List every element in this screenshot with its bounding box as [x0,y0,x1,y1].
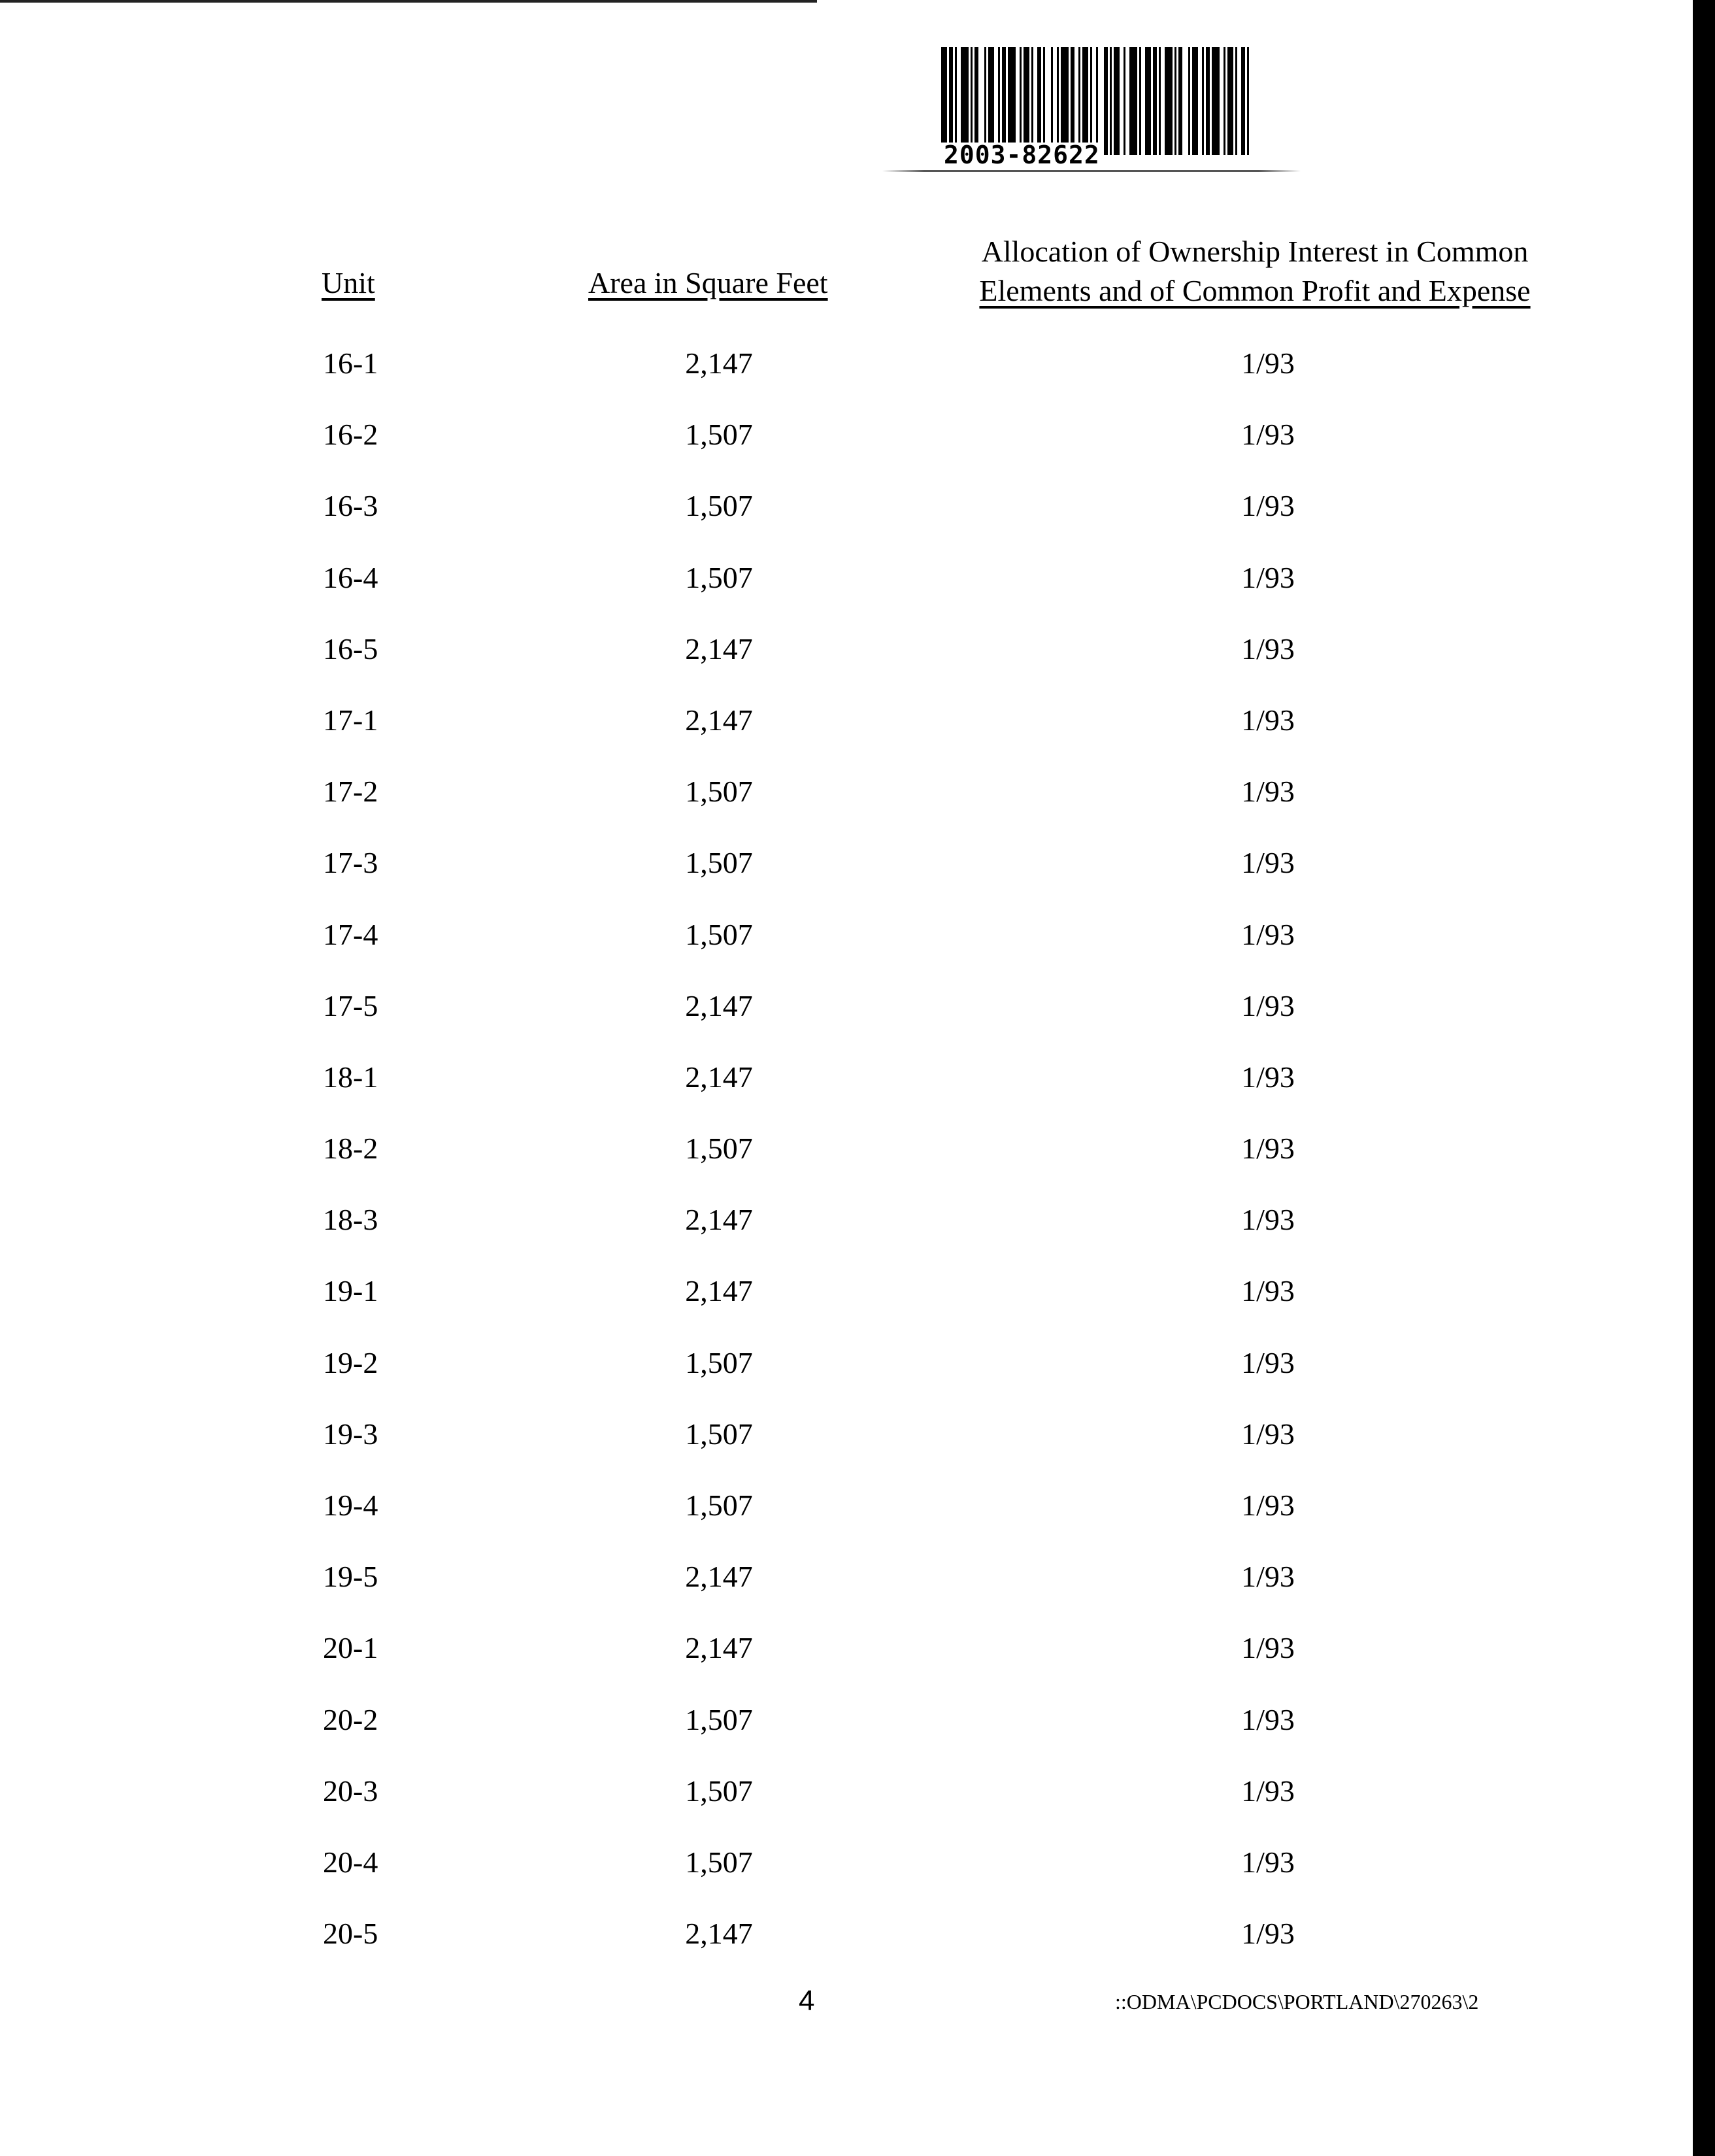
cell-area: 2,147 [685,1203,753,1237]
table-row [0,631,1634,702]
column-header-allocation-line1: Allocation of Ownership Interest in Common [981,235,1529,268]
cell-allocation: 1/93 [1241,1917,1295,1951]
table-row [0,345,1634,416]
table-row [0,702,1634,773]
cell-allocation: 1/93 [1241,988,1295,1022]
cell-allocation: 1/93 [1241,1489,1295,1522]
cell-unit: 17-1 [323,703,378,737]
barcode [869,39,1301,183]
table-row [0,1273,1634,1344]
cell-allocation: 1/93 [1241,1132,1295,1166]
cell-area: 1,507 [685,1702,753,1736]
cell-unit: 17-4 [323,917,378,951]
table-row [0,1630,1634,1701]
table-row [0,1915,1634,1987]
table-row [0,1416,1634,1487]
cell-area: 2,147 [685,346,753,380]
cell-allocation: 1/93 [1241,1845,1295,1879]
table-row [0,560,1634,631]
table-row [0,1059,1634,1130]
cell-area: 2,147 [685,1560,753,1594]
cell-unit: 20-5 [323,1917,378,1951]
cell-allocation: 1/93 [1241,917,1295,951]
cell-allocation: 1/93 [1241,489,1295,523]
cell-unit: 20-2 [323,1702,378,1736]
cell-area: 1,507 [685,775,753,809]
cell-unit: 18-1 [323,1060,378,1094]
barcode-number: 2003-82622 [941,143,1103,167]
cell-area: 2,147 [685,632,753,665]
table-row [0,488,1634,559]
column-header-allocation-line2: Elements and of Common Profit and Expense [979,273,1531,307]
cell-area: 2,147 [685,1917,753,1951]
cell-allocation: 1/93 [1241,1274,1295,1308]
cell-area: 1,507 [685,917,753,951]
cell-unit: 17-5 [323,988,378,1022]
cell-allocation: 1/93 [1241,1774,1295,1808]
cell-area: 1,507 [685,489,753,523]
cell-area: 2,147 [685,988,753,1022]
cell-area: 1,507 [685,560,753,594]
cell-area: 1,507 [685,418,753,452]
cell-unit: 19-3 [323,1417,378,1451]
cell-unit: 18-3 [323,1203,378,1237]
cell-unit: 17-2 [323,775,378,809]
cell-allocation: 1/93 [1241,560,1295,594]
cell-unit: 20-3 [323,1774,378,1808]
cell-area: 1,507 [685,846,753,880]
barcode-bars-graphic [941,47,1255,155]
table-row [0,1844,1634,1915]
cell-unit: 16-5 [323,632,378,665]
cell-area: 2,147 [685,703,753,737]
cell-allocation: 1/93 [1241,1203,1295,1237]
cell-unit: 16-1 [323,346,378,380]
table-row [0,1345,1634,1416]
table-row [0,773,1634,845]
column-header-area: Area in Square Feet [588,266,828,299]
cell-unit: 17-3 [323,846,378,880]
cell-unit: 20-1 [323,1631,378,1665]
cell-unit: 19-1 [323,1274,378,1308]
cell-area: 2,147 [685,1060,753,1094]
barcode-underline [882,170,1301,172]
cell-allocation: 1/93 [1241,1560,1295,1594]
table-row [0,416,1634,488]
table-row [0,1130,1634,1202]
cell-unit: 20-4 [323,1845,378,1879]
table-row [0,1702,1634,1773]
cell-allocation: 1/93 [1241,1631,1295,1665]
cell-allocation: 1/93 [1241,775,1295,809]
table-row [0,917,1634,988]
cell-allocation: 1/93 [1241,1060,1295,1094]
cell-area: 1,507 [685,1132,753,1166]
allocation-table-body [0,345,1634,1987]
cell-area: 2,147 [685,1631,753,1665]
cell-allocation: 1/93 [1241,1345,1295,1379]
cell-allocation: 1/93 [1241,632,1295,665]
cell-unit: 16-2 [323,418,378,452]
cell-allocation: 1/93 [1241,1417,1295,1451]
document-path: ::ODMA\PCDOCS\PORTLAND\270263\2 [1115,1990,1479,2013]
scan-edge-right [1693,0,1715,2156]
table-row [0,988,1634,1059]
cell-allocation: 1/93 [1241,703,1295,737]
cell-area: 1,507 [685,1417,753,1451]
page-number: 4 [799,1985,815,2017]
table-row [0,845,1634,916]
table-row [0,1487,1634,1558]
scan-edge-top [0,0,817,3]
table-row [0,1773,1634,1844]
cell-area: 2,147 [685,1274,753,1308]
cell-area: 1,507 [685,1489,753,1522]
cell-allocation: 1/93 [1241,846,1295,880]
cell-area: 1,507 [685,1345,753,1379]
cell-unit: 19-5 [323,1560,378,1594]
column-header-unit: Unit [322,266,375,299]
column-header-allocation [941,232,1569,311]
cell-area: 1,507 [685,1774,753,1808]
table-row [0,1202,1634,1273]
cell-allocation: 1/93 [1241,1702,1295,1736]
table-row [0,1558,1634,1630]
cell-unit: 16-4 [323,560,378,594]
cell-unit: 16-3 [323,489,378,523]
cell-unit: 19-4 [323,1489,378,1522]
cell-allocation: 1/93 [1241,418,1295,452]
cell-area: 1,507 [685,1845,753,1879]
cell-unit: 18-2 [323,1132,378,1166]
cell-unit: 19-2 [323,1345,378,1379]
cell-allocation: 1/93 [1241,346,1295,380]
